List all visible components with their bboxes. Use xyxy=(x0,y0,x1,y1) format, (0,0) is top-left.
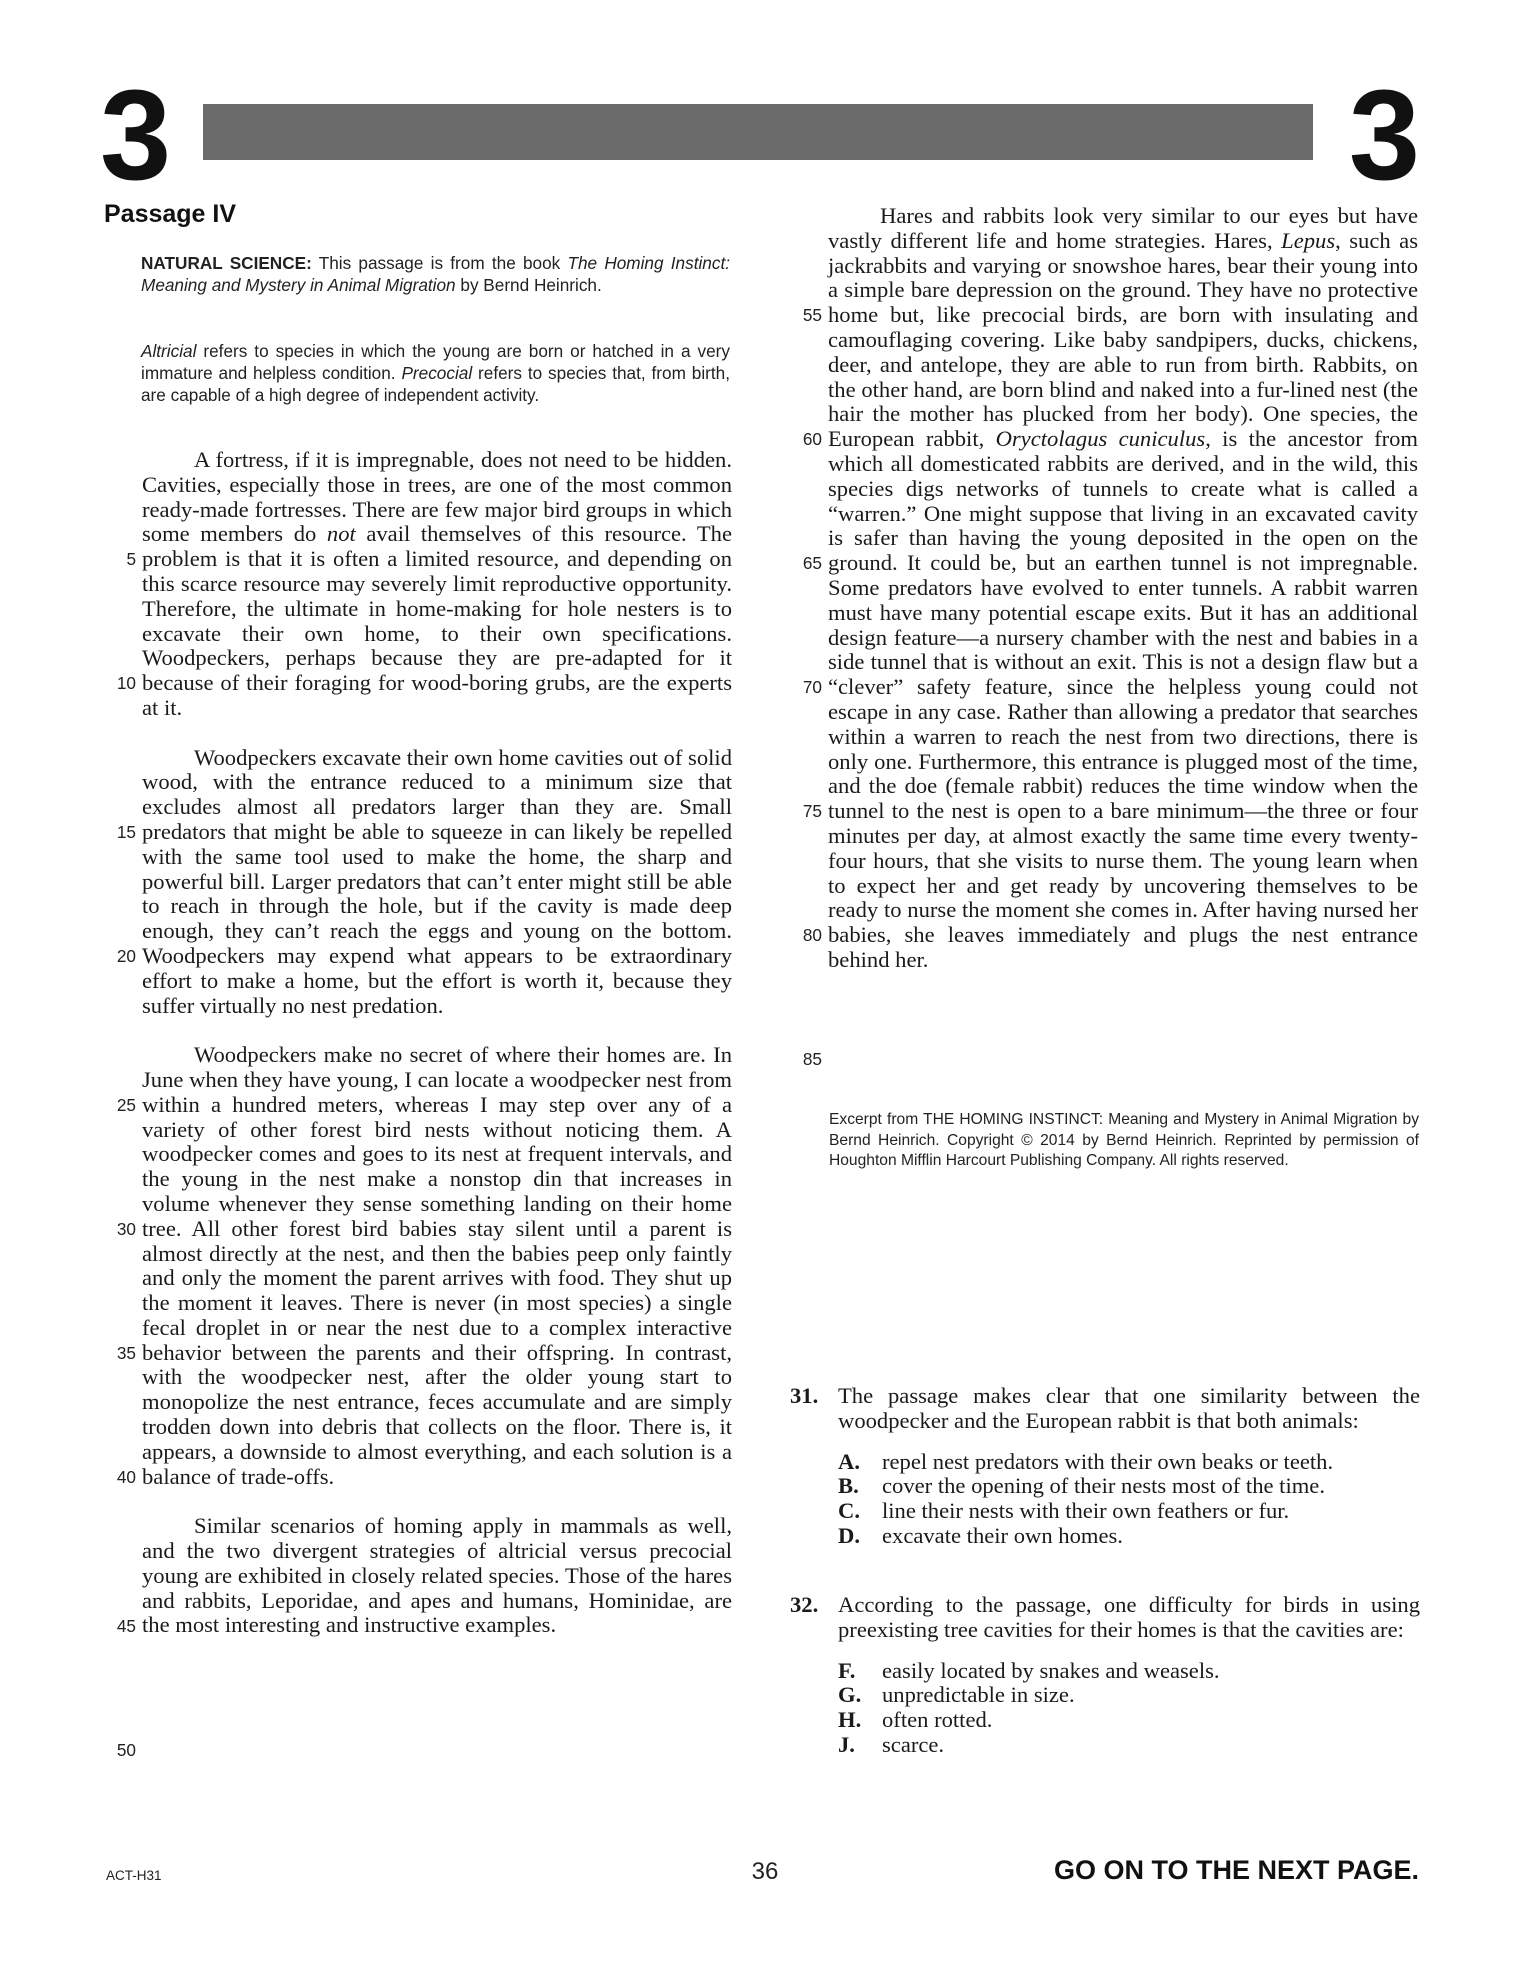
choice-letter: C. xyxy=(838,1498,860,1524)
choice-text: line their nests with their own feathers or fur. xyxy=(882,1498,1290,1524)
emphasis-lepus: Lepus xyxy=(1281,227,1336,253)
header-bar xyxy=(203,104,1313,160)
def-term-altricial: Altricial xyxy=(141,341,197,361)
go-on-notice: GO ON TO THE NEXT PAGE. xyxy=(1053,1855,1419,1885)
paragraph-text: avail themselves of this resource. The problem is that it is often a limited resource, and depending on this scarce resource may severely limit reproductive opportunity. Therefore, the ultimate in home-making for hole nesters is to excavate their own home, to their own specifications. Woodpeckers, perhaps because they are pre-adapted for it because of their foraging for wood-boring grubs, are the experts at it. xyxy=(142,521,732,720)
answer-choice-c[interactable] xyxy=(838,1499,1420,1524)
line-number: 45 xyxy=(116,1616,136,1636)
choice-letter: G. xyxy=(838,1682,862,1708)
choice-letter: D. xyxy=(838,1522,860,1548)
definitions-note xyxy=(141,340,730,406)
choice-text: excavate their own homes. xyxy=(882,1522,1123,1548)
answer-choice-j[interactable] xyxy=(838,1733,1420,1758)
question-32 xyxy=(790,1593,1420,1758)
question-number: 32. xyxy=(790,1592,819,1617)
line-number: 5 xyxy=(126,549,136,569)
form-code: ACT-H31 xyxy=(106,1868,162,1883)
section-number-left: 3 xyxy=(100,64,172,207)
choice-letter: H. xyxy=(838,1707,862,1733)
choice-letter: J. xyxy=(838,1731,855,1757)
section-number-right: 3 xyxy=(1348,64,1420,207)
line-number: 65 xyxy=(802,553,822,573)
passage-column-right xyxy=(828,204,1418,973)
question-number: 31. xyxy=(790,1383,819,1408)
source-post: by Bernd Heinrich. xyxy=(455,275,602,295)
choice-text: unpredictable in size. xyxy=(882,1682,1075,1708)
line-number: 50 xyxy=(116,1740,136,1760)
choice-text: often rotted. xyxy=(882,1707,993,1733)
line-number: 55 xyxy=(802,305,822,325)
answer-choice-b[interactable] xyxy=(838,1474,1420,1499)
source-pre: This passage is from the book xyxy=(311,253,568,273)
question-stem: According to the passage, one difficulty for birds in using preexisting tree cavities for their homes is that the cavities are: xyxy=(838,1592,1420,1642)
def-text-altricial: refers to species in which the young are born or hatched in a very immature and helpless condition. xyxy=(141,341,730,383)
choice-letter: B. xyxy=(838,1473,859,1499)
answer-choice-h[interactable] xyxy=(838,1708,1420,1733)
line-number: 70 xyxy=(802,677,822,697)
line-number: 30 xyxy=(116,1219,136,1239)
line-number: 10 xyxy=(116,673,136,693)
line-number: 20 xyxy=(116,946,136,966)
answer-choice-a[interactable] xyxy=(838,1450,1420,1475)
choice-text: scarce. xyxy=(882,1731,945,1757)
choice-text: cover the opening of their nests most of the time. xyxy=(882,1473,1325,1499)
line-number: 25 xyxy=(116,1095,136,1115)
emphasis-not: not xyxy=(326,521,356,547)
question-stem: The passage makes clear that one similarity between the woodpecker and the European rabbit is that both animals: xyxy=(838,1383,1420,1433)
passage-source-note xyxy=(141,252,730,296)
choice-text: repel nest predators with their own beaks or teeth. xyxy=(882,1448,1334,1474)
line-number: 60 xyxy=(802,429,822,449)
answer-choices xyxy=(838,1450,1420,1549)
answer-choice-g[interactable] xyxy=(838,1683,1420,1708)
line-number: 15 xyxy=(116,822,136,842)
passage-paragraph-2: Woodpeckers excavate their own home cavities out of solid wood, with the entrance reduced to a minimum size that excludes almost all predators larger than they are. Small predators that might be able to squeeze in can likely be repelled with the same tool used to make the home, the sharp and powerful bill. Larger predators that can’t enter might still be able to reach in through the hole, but if the cavity is made deep enough, they can’t reach the eggs and young on the bottom. Woodpeckers may expend what appears to be extraordinary effort to make a home, but the effort is worth it, because they suffer virtually no nest predation. xyxy=(142,744,732,1018)
source-title: The Homing Instinct: Meaning and Mystery in Animal Migration xyxy=(141,253,730,295)
def-text-precocial: refers to species that, from birth, are capable of a high degree of independent activity. xyxy=(141,363,730,405)
passage-paragraph-1 xyxy=(142,448,732,721)
answer-choice-d[interactable] xyxy=(838,1524,1420,1549)
line-number: 40 xyxy=(116,1467,136,1487)
paragraph-text: , such as jackrabbits and varying or snowshoe hares, bear their young into a simple bare depression on the ground. They have no protective home but, like precocial birds, are born with insulating and camouflaging covering. Like baby sandpipers, ducks, chickens, deer, and antelope, they are able to run from birth. Rabbits, on the other hand, are born blind and naked into a fur-lined nest (the hair the mother has plucked from her body). One species, the European rabbit, xyxy=(828,227,1419,452)
line-number: 35 xyxy=(116,1343,136,1363)
question-31 xyxy=(790,1384,1420,1549)
passage-paragraph-4: Similar scenarios of homing apply in mammals as well, and the two divergent strategies of altricial versus precocial young are exhibited in closely related species. Those of the hares and rabbits, Leporidae, and apes and humans, Hominidae, are the most interesting and instructive examples. xyxy=(142,1513,732,1638)
answer-choices xyxy=(838,1659,1420,1758)
source-label: NATURAL SCIENCE: xyxy=(141,253,312,273)
paragraph-text: A fortress, if it is impregnable, does not need to be hidden. Cavities, especially those in trees, are one of the most common ready-made fortresses. There are few major bird groups in which some members do xyxy=(142,447,732,547)
passage-label: Passage IV xyxy=(104,200,237,228)
passage-paragraph-5 xyxy=(828,204,1418,973)
line-number: 80 xyxy=(802,925,822,945)
choice-letter: A. xyxy=(838,1448,860,1474)
answer-choice-f[interactable] xyxy=(838,1659,1420,1684)
paragraph-text: , is the ancestor from which all domesticated rabbits are derived, and in the wild, this species digs networks of tunnels to create what is called a “warren.” One might suppose that living in an excavated cavity is safer than having the young deposited in the open on the ground. It could be, but an earthen tunnel is not impregnable. Some predators have evolved to enter tunnels. A rabbit warren must have many potential escape exits. But it has an additional design feature—a nursery chamber with the nest and babies in a side tunnel that is without an exit. This is not a design flaw but a “clever” safety feature, since the helpless young could not escape in any case. Rather than allowing a predator that searches within a warren to reach the nest from two directions, there is only one. Furthermore, this entrance is plugged most of the time, and the doe (female rabbit) reduces the time window when the tunnel to the nest is open to a bare minimum—the three or four minutes per day, at almost exactly the same time every twenty-four hours, that she visits to nurse them. The young learn when to expect her and get ready by uncovering themselves to be ready to nurse the moment she comes in. After having nursed her babies, she leaves immediately and plugs the nest entrance behind her. xyxy=(828,426,1419,972)
passage-paragraph-3: Woodpeckers make no secret of where their homes are. In June when they have young, I can locate a woodpecker nest from within a hundred meters, whereas I may step over any of a variety of other forest bird nests without noticing them. A woodpecker comes and goes to its nest at frequent intervals, and the young in the nest make a nonstop din that increases in volume whenever they sense something landing on their home tree. All other forest bird babies stay silent until a parent is almost directly at the nest, and then the babies peep only faintly and only the moment the parent arrives with food. They shut up the moment it leaves. There is never (in most species) a single fecal droplet in or near the nest due to a complex interactive behavior between the parents and their offspring. In contrast, with the woodpecker nest, after the older young start to monopolize the nest entrance, feces accumulate and are simply trodden down into debris that collects on the floor. There is, it appears, a downside to almost everything, and each solution is a balance of trade-offs. xyxy=(142,1042,732,1489)
excerpt-credit: Excerpt from THE HOMING INSTINCT: Meaning and Mystery in Animal Migration by Bernd Heinrich. Copyright © 2014 by Bernd Heinrich. Reprinted by permission of Houghton Mifflin Harcourt Publishing Company. All rights reserved. xyxy=(829,1111,1419,1169)
line-number: 85 xyxy=(802,1049,822,1069)
paragraph-text: Hares and rabbits look very similar to our eyes but have vastly different life and home strategies. Hares, xyxy=(828,203,1418,253)
line-number: 75 xyxy=(802,801,822,821)
page-number: 36 xyxy=(751,1858,779,1885)
emphasis-oryctolagus: Oryctolagus cuniculus xyxy=(995,426,1206,452)
choice-letter: F. xyxy=(838,1657,856,1683)
def-term-precocial: Precocial xyxy=(401,363,473,383)
passage-column-left xyxy=(142,448,732,1638)
choice-text: easily located by snakes and weasels. xyxy=(882,1657,1220,1683)
